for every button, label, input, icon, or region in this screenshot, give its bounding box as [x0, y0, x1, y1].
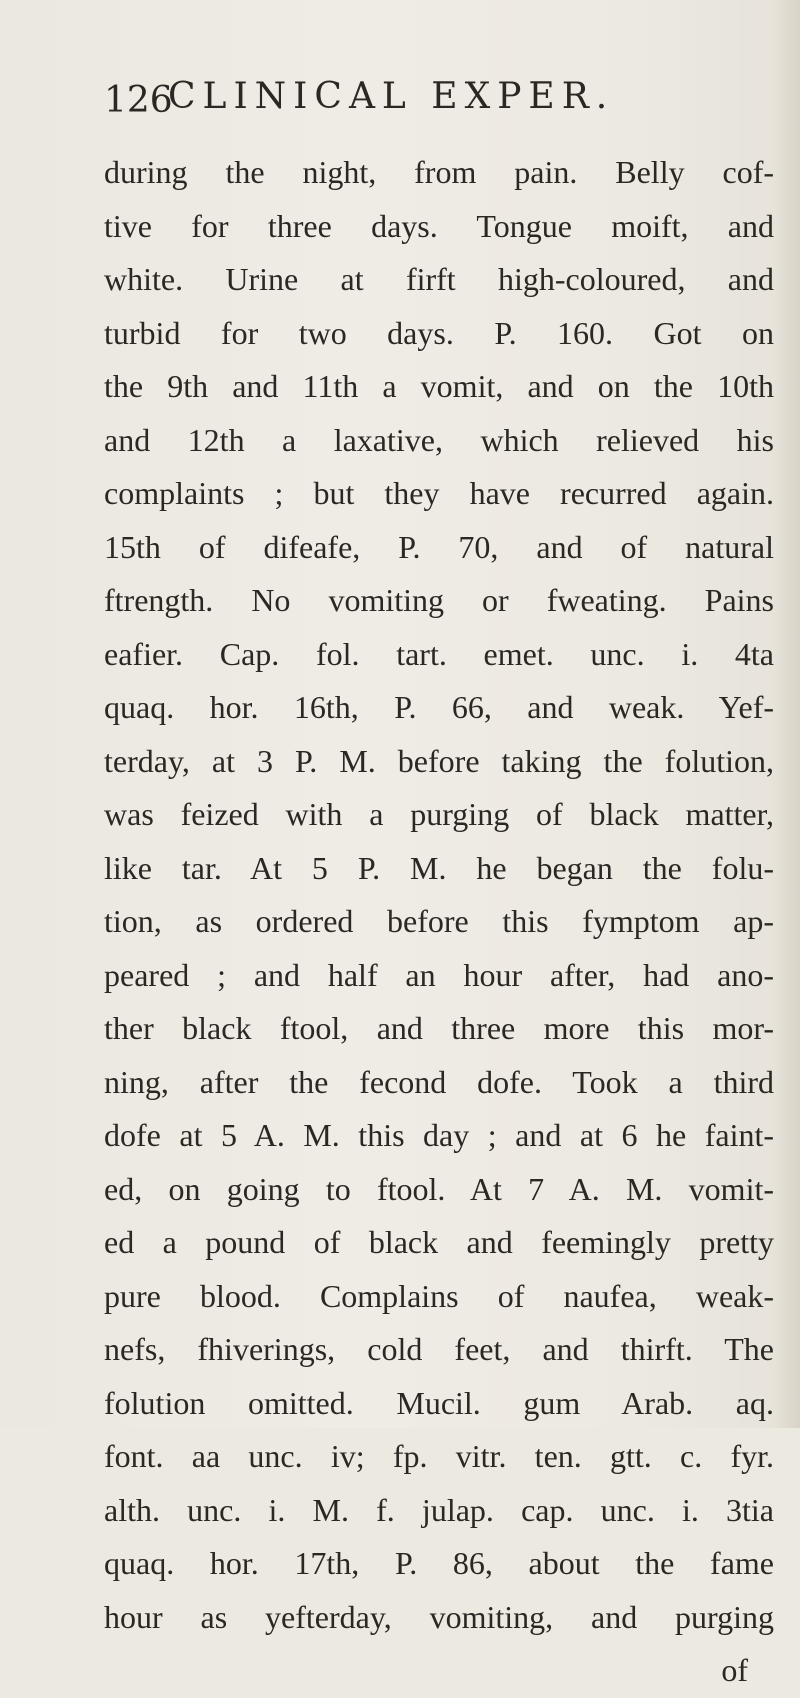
text-line: peared ; and half an hour after, had ano-: [104, 956, 774, 993]
text-line: eafier. Cap. fol. tart. emet. unc. i. 4ta: [104, 635, 774, 672]
text-line: like tar. At 5 P. M. he began the folu-: [104, 849, 774, 886]
text-line: quaq. hor. 16th, P. 66, and weak. Yef-: [104, 689, 774, 725]
page-number: 126: [104, 80, 173, 121]
text-line: folution omitted. Mucil. gum Arab. aq.: [104, 1384, 774, 1421]
running-head: CLINICAL EXPER.: [168, 76, 615, 117]
page-header: [104, 76, 744, 132]
text-line: ther black ftool, and three more this mor-: [104, 1010, 774, 1046]
text-line: was feized with a purging of black matter,: [104, 796, 774, 832]
text-line: quaq. hor. 17th, P. 86, about the fame: [104, 1545, 774, 1581]
text-line: ed a pound of black and feemingly pretty: [104, 1224, 774, 1260]
text-line: complaints ; but they have recurred again.: [104, 475, 774, 511]
page-edge-shadow: [774, 0, 800, 1428]
text-line: turbid for two days. P. 160. Got on: [104, 314, 774, 351]
text-line: hour as yefterday, vomiting, and purging: [104, 1598, 774, 1635]
text-line: ed, on going to ftool. At 7 A. M. vomit-: [104, 1170, 774, 1207]
text-line: terday, at 3 P. M. before taking the folution,: [104, 742, 774, 779]
text-line: pure blood. Complains of naufea, weak-: [104, 1277, 774, 1314]
body-text: [104, 146, 774, 1698]
text-line: nefs, fhiverings, cold feet, and thirft. The: [104, 1331, 774, 1367]
catchword: of: [721, 1652, 748, 1688]
text-line: ning, after the fecond dofe. Took a third: [104, 1063, 774, 1100]
text-line: white. Urine at firft high-coloured, and: [104, 261, 774, 297]
text-line: tive for three days. Tongue moift, and: [104, 207, 774, 244]
text-line: and 12th a laxative, which relieved his: [104, 421, 774, 458]
text-line: 15th of difeafe, P. 70, and of natural: [104, 528, 774, 565]
text-line: dofe at 5 A. M. this day ; and at 6 he faint-: [104, 1117, 774, 1153]
text-line: tion, as ordered before this fymptom ap-: [104, 903, 774, 939]
text-line: font. aa unc. iv; fp. vitr. ten. gtt. c. fyr.: [104, 1438, 774, 1474]
text-line: ftrength. No vomiting or fweating. Pains: [104, 582, 774, 618]
text-line: during the night, from pain. Belly cof-: [104, 154, 774, 190]
text-line: the 9th and 11th a vomit, and on the 10th: [104, 368, 774, 404]
text-line: alth. unc. i. M. f. julap. cap. unc. i. 3tia: [104, 1491, 774, 1528]
